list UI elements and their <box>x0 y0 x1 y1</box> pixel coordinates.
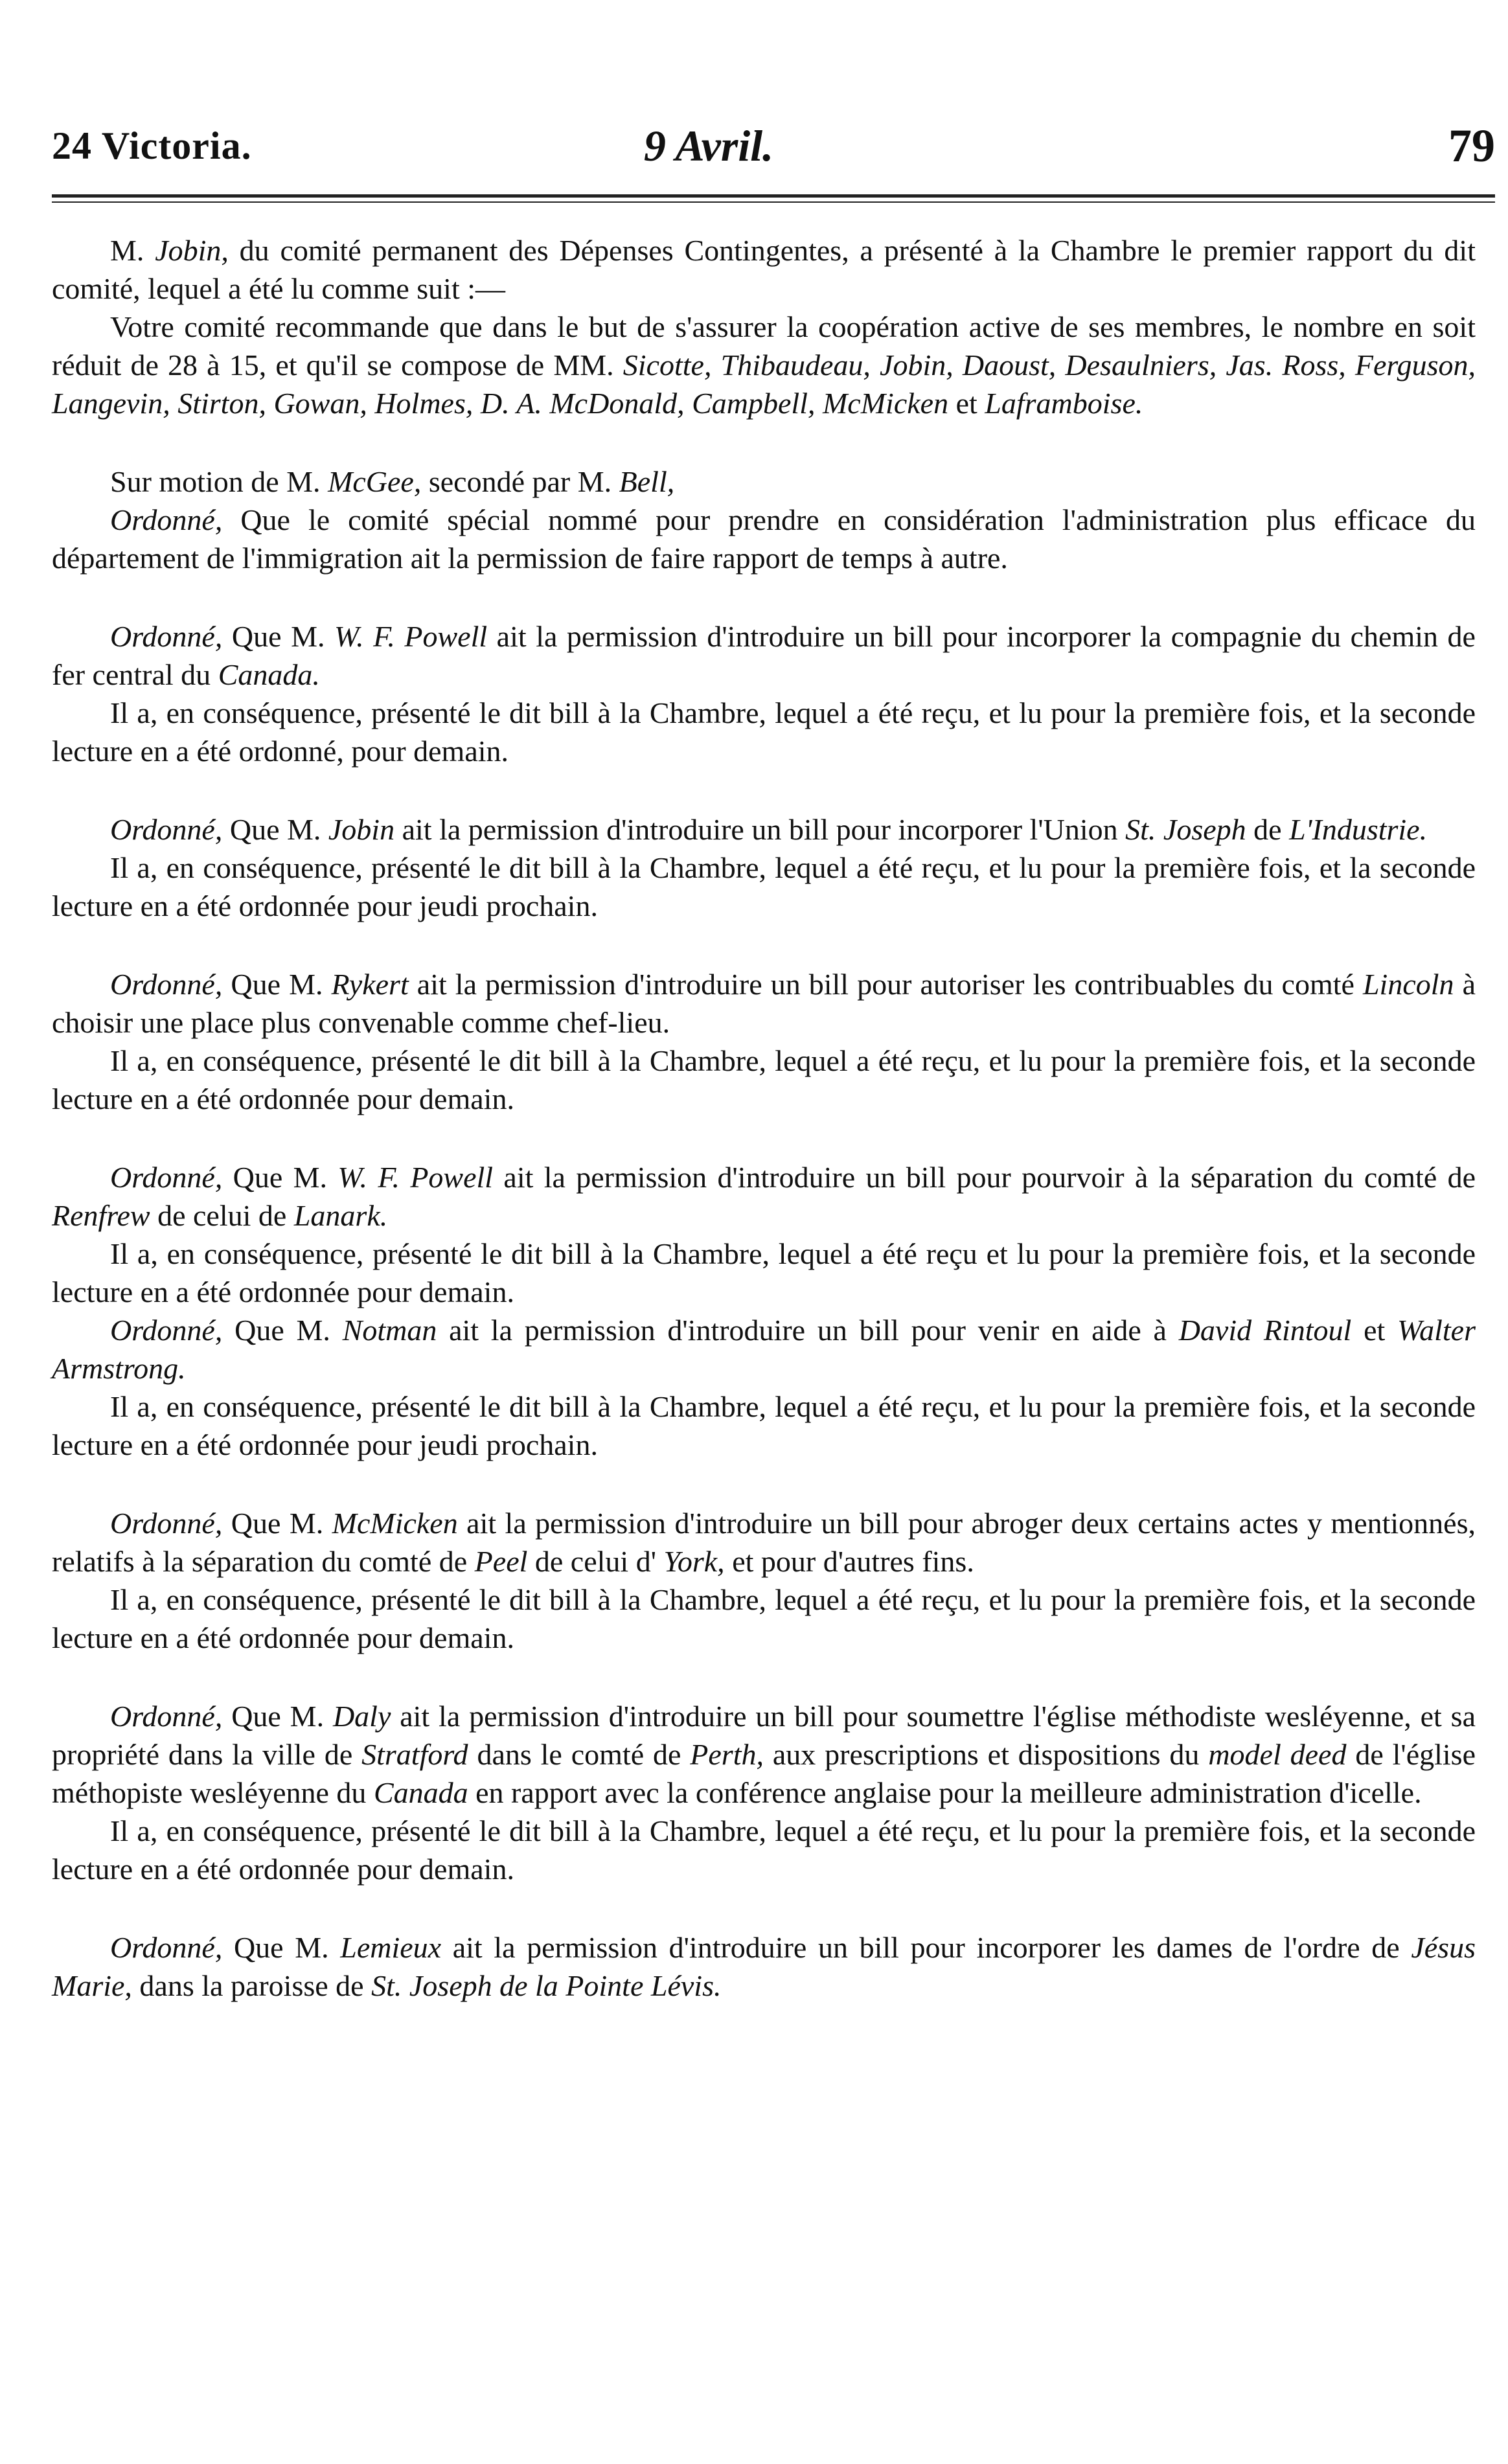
header-rule <box>52 194 1495 203</box>
text-run: Il a, en conséquence, présenté le dit bill à la Chambre, lequel a été reçu, et lu pour la première fois, et la seconde lecture en a été ordonnée pour demain. <box>52 1814 1476 1886</box>
block-gap <box>52 1118 1476 1158</box>
text-run: dans le comté de <box>468 1738 691 1771</box>
italic-text: Lemieux <box>340 1931 442 1964</box>
text-run: M. <box>110 234 155 267</box>
page-header <box>52 110 1495 181</box>
italic-text: Notman <box>342 1314 437 1347</box>
entry-paragraph <box>52 231 1476 308</box>
text-run: Que M. <box>222 1314 343 1347</box>
entry-paragraph <box>52 308 1476 422</box>
italic-text: Daly <box>332 1700 391 1733</box>
entry-paragraph <box>52 1311 1476 1387</box>
entry-paragraph <box>52 1580 1476 1657</box>
text-run: Il a, en conséquence, présenté le dit bill à la Chambre, lequel a été reçu, et lu pour la première fois, et la seconde lecture en a été ordonné, pour demain. <box>52 696 1476 768</box>
entry-paragraph <box>52 1042 1476 1118</box>
entry-block <box>52 231 1476 422</box>
italic-text: Bell, <box>619 465 675 498</box>
text-run: à choisir une place plus convenable comme chef-lieu. <box>52 968 1476 1039</box>
header-date-text: 9 Avril. <box>643 121 774 170</box>
text-run: et <box>1351 1314 1398 1347</box>
text-run: de celui de <box>150 1199 294 1232</box>
italic-text: Laframboise. <box>985 387 1143 420</box>
italic-text: McGee, <box>328 465 422 498</box>
block-gap <box>52 577 1476 617</box>
text-run: Que M. <box>222 620 335 653</box>
italic-text: Perth, <box>690 1738 764 1771</box>
italic-text: St. Joseph de la Pointe Lévis. <box>371 1969 722 2002</box>
text-run: ait la permission d'introduire un bill pour incorporer la compagnie du chemin de fer central du <box>52 620 1476 691</box>
entry-block <box>52 810 1476 925</box>
italic-text: Jobin <box>328 813 395 846</box>
italic-text: W. F. Powell <box>337 1161 494 1194</box>
block-gap <box>52 422 1476 462</box>
italic-text: Ordonné, <box>110 1507 223 1540</box>
text-run: et <box>948 387 985 420</box>
italic-text: Peel <box>474 1545 528 1578</box>
text-run: Que M. <box>222 1507 332 1540</box>
italic-text: Rykert <box>331 968 409 1001</box>
entry-block <box>52 1158 1476 1464</box>
text-run: Que M. <box>222 1700 333 1733</box>
italic-text: Renfrew <box>52 1199 150 1232</box>
italic-text: Ordonné, <box>110 620 223 653</box>
text-run: ait la permission d'introduire un bill pour soumettre l'église méthodiste wesléyenne, et sa propriété dans la ville de <box>52 1700 1476 1771</box>
text-run: Votre comité recommande que dans le but de s'assurer la coopération active de ses membres, le nombre en soit réduit de 28 à 15, et qu'il se compose de MM. <box>52 310 1476 382</box>
text-run: aux prescriptions et dispositions du <box>763 1738 1209 1771</box>
italic-text: L'Industrie. <box>1289 813 1428 846</box>
text-run: en rapport avec la conférence anglaise pour la meilleure administration d'icelle. <box>468 1776 1422 1809</box>
text-run: dans la paroisse de <box>131 1969 372 2002</box>
header-regnal-year: 24 Victoria. <box>52 124 252 167</box>
entry-paragraph <box>52 965 1476 1042</box>
italic-text: W. F. Powell <box>334 620 488 653</box>
entry-paragraph <box>52 849 1476 925</box>
italic-text: Canada <box>373 1776 468 1809</box>
italic-text: York, <box>663 1545 725 1578</box>
text-run: Il a, en conséquence, présenté le dit bill à la Chambre, lequel a été reçu, et lu pour la première fois, et la seconde lecture en a été ordonnée pour demain. <box>52 1583 1476 1654</box>
text-run: ait la permission d'introduire un bill pour pourvoir à la séparation du comté de <box>493 1161 1476 1194</box>
italic-text: Walter Armstrong. <box>52 1314 1476 1385</box>
text-run: ait la permission d'introduire un bill pour autoriser les contribuables du comté <box>408 968 1363 1001</box>
block-gap <box>52 1888 1476 1928</box>
entry-paragraph <box>52 1158 1476 1235</box>
italic-text: Ordonné, <box>110 1931 223 1964</box>
text-run: de l'église méthopiste wesléyenne du <box>52 1738 1476 1809</box>
page-number: 79 <box>1448 120 1495 172</box>
text-run: Que M. <box>222 1931 341 1964</box>
entry-paragraph <box>52 501 1476 577</box>
italic-text: Ordonné, <box>110 968 223 1001</box>
entry-block <box>52 1697 1476 1888</box>
page-body <box>52 231 1476 2005</box>
italic-text: Stratford <box>361 1738 468 1771</box>
text-run: ait la permission d'introduire un bill pour abroger deux certains actes y mentionnés, relatifs à la séparation du comté de <box>52 1507 1476 1578</box>
text-run: ait la permission d'introduire un bill pour incorporer l'Union <box>394 813 1126 846</box>
italic-text: Sicotte, Thibaudeau, Jobin, Daoust, Desaulniers, Jas. Ross, Ferguson, Langevin, Stirton, Gowan, Holmes, D. A. McDonald, Campbell, McMicken <box>52 348 1476 420</box>
entry-paragraph <box>52 1504 1476 1580</box>
italic-text: Jobin, <box>155 234 229 267</box>
italic-text: Ordonné, <box>110 1314 223 1347</box>
entry-block <box>52 1504 1476 1657</box>
text-run: Que M. <box>222 813 328 846</box>
italic-text: Ordonné, <box>110 813 223 846</box>
text-run: Que M. <box>222 1161 338 1194</box>
entry-paragraph <box>52 1697 1476 1812</box>
italic-text: McMicken <box>332 1507 458 1540</box>
text-run: ait la permission d'introduire un bill pour incorporer les dames de l'ordre de <box>441 1931 1411 1964</box>
italic-text: David Rintoul <box>1178 1314 1352 1347</box>
entry-block <box>52 617 1476 770</box>
text-run: Il a, en conséquence, présenté le dit bill à la Chambre, lequel a été reçu, et lu pour la première fois, et la seconde lecture en a été ordonnée pour jeudi prochain. <box>52 1390 1476 1461</box>
text-run: Que le comité spécial nommé pour prendre en considération l'administration plus efficace du département de l'immigration ait la permission de faire rapport de temps à autre. <box>52 503 1476 575</box>
entry-paragraph <box>52 694 1476 770</box>
text-run: et pour d'autres fins. <box>724 1545 974 1578</box>
text-run: Il a, en conséquence, présenté le dit bill à la Chambre, lequel a été reçu, et lu pour la première fois, et la seconde lecture en a été ordonnée pour jeudi prochain. <box>52 851 1476 922</box>
text-run: Sur motion de M. <box>110 465 328 498</box>
text-run: ait la permission d'introduire un bill pour venir en aide à <box>437 1314 1179 1347</box>
entry-paragraph <box>52 1812 1476 1888</box>
italic-text: Ordonné, <box>110 503 223 536</box>
entry-paragraph <box>52 617 1476 694</box>
entry-paragraph <box>52 462 1476 501</box>
text-run: Il a, en conséquence, présenté le dit bill à la Chambre, lequel a été reçu, et lu pour la première fois, et la seconde lecture en a été ordonnée pour demain. <box>52 1044 1476 1115</box>
text-run: du comité permanent des Dépenses Contingentes, a présenté à la Chambre le premier rapport du dit comité, lequel a été lu comme suit :— <box>52 234 1476 305</box>
block-gap <box>52 925 1476 965</box>
entry-paragraph <box>52 1928 1476 2005</box>
block-gap <box>52 1464 1476 1504</box>
block-gap <box>52 770 1476 810</box>
entry-paragraph <box>52 1235 1476 1311</box>
italic-text: Ordonné, <box>110 1161 223 1194</box>
text-run: de <box>1246 813 1290 846</box>
header-date <box>104 110 1314 181</box>
italic-text: Lincoln <box>1362 968 1454 1001</box>
text-run: Il a, en conséquence, présenté le dit bill à la Chambre, lequel a été reçu et lu pour la première fois, et la seconde lecture en a été ordonnée pour demain. <box>52 1237 1476 1308</box>
text-run: de celui d' <box>527 1545 664 1578</box>
italic-text: Jésus Marie, <box>52 1931 1476 2002</box>
italic-text: Lanark. <box>293 1199 388 1232</box>
block-gap <box>52 1657 1476 1697</box>
italic-text: model deed <box>1208 1738 1347 1771</box>
entry-paragraph <box>52 1387 1476 1464</box>
entry-block <box>52 965 1476 1118</box>
text-run: secondé par M. <box>421 465 619 498</box>
entry-block <box>52 462 1476 577</box>
italic-text: Ordonné, <box>110 1700 223 1733</box>
entry-paragraph <box>52 810 1476 849</box>
text-run: Que M. <box>222 968 332 1001</box>
entry-block <box>52 1928 1476 2005</box>
italic-text: Canada. <box>218 658 320 691</box>
italic-text: St. Joseph <box>1125 813 1246 846</box>
